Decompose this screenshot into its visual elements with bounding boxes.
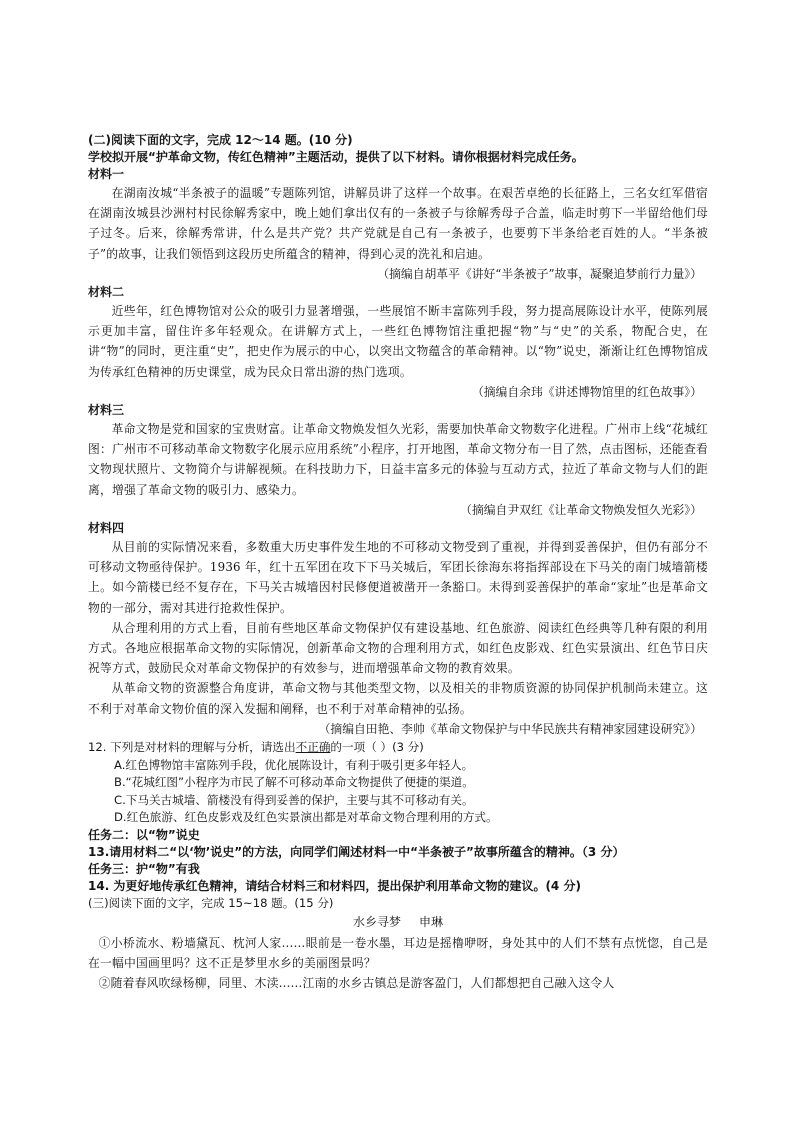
section-3-header: (三)阅读下面的文字，完成 15~18 题。(15 分) — [88, 895, 334, 910]
article-title-line — [88, 912, 708, 933]
material-4-paragraph-2: 从合理利用的方式上看，目前有些地区革命文物保护仅有建设基地、红色旅游、阅读红色经典等几种有限的利用方式。各地应根据革命文物的实际情况，创新革命文物的合理利用方式，如红色皮影戏、红色实景演出、红色节日庆祝等方式，鼓励民众对革命文物保护的有效参与，进而增强革命文物的教育效果。 — [88, 620, 708, 676]
article-paragraph-2: ②随着春风吹绿杨柳，同里、木渎……江南的水乡古镇总是游客盈门，人们都想把自己融入这令人 — [98, 976, 615, 991]
section-2-intro: 学校拟开展“护革命文物，传红色精神”主题活动，提供了以下材料。请你根据材料完成任务。 — [88, 150, 584, 164]
article-paragraph-1: ①小桥流水、粉墙黛瓦、枕河人家……眼前是一卷水墨，耳边是摇橹咿呀，身处其中的人们不禁有点恍惚，自己是在一幅中国画里吗？这不正是梦里水乡的美丽图景吗？ — [88, 936, 708, 971]
question-12-stem-pre: 12. 下列是对材料的理解与分析，请选出 — [88, 740, 296, 755]
article-author: 申琳 — [419, 915, 444, 930]
material-4-paragraph-3: 从革命文物的资源整合角度讲，革命文物与其他类型文物，以及相关的非物质资源的协同保护机制尚未建立。这不利于对革命文物价值的深入发掘和阐释，也不利于对革命精神的弘扬。 — [88, 681, 708, 716]
task-2-heading: 任务二：以“物”说史 — [88, 827, 200, 842]
material-1-text: 在湖南汝城“半条被子的温暖”专题陈列馆，讲解员讲了这样一个故事。在艰苦卓绝的长征路上，三名女红军借宿在湖南汝城县沙洲村村民徐解秀家中，晚上她们拿出仅有的一条被子与徐解秀母子合盖，临走时剪下一半留给他们母子过冬。后来，徐解秀常讲，什么是共产党？共产党就是自己有一条被子，也要剪下半条给老百姓的人。“半条被子”的故事，让我们领悟到这段历史所蕴含的精神，得到心灵的洗礼和启迪。 — [88, 186, 708, 261]
article-title: 水乡寻梦 — [352, 915, 401, 930]
question-12-option-d: D.红色旅游、红色皮影戏及红色实景演出都是对革命文物合理利用的方式。 — [114, 810, 498, 825]
material-2-text: 近些年，红色博物馆对公众的吸引力显著增强，一些展馆不断丰富陈列手段，努力提高展陈设计水平，使陈列展示更加丰富，留住许多年轻观众。在讲解方式上，一些红色博物馆注重把握“物”与“史”的关系，物配合史，在讲“物”的同时，更注重“史”，把史作为展示的中心，以突出文物蕴含的革命精神。以“物”说史，渐渐让红色博物馆成为传承红色精神的历史课堂，成为民众日常出游的热门选项。 — [88, 304, 708, 379]
task-3-heading: 任务三：护“物”有我 — [88, 861, 200, 876]
document-page — [88, 132, 708, 994]
question-12-stem-post: 的一项（ ）(3 分) — [330, 740, 424, 755]
question-12-option-b: B.“花城红图”小程序为市民了解不可移动革命文物提供了便捷的渠道。 — [114, 775, 474, 790]
section-2-header: (二)阅读下面的文字，完成 12～14 题。(10 分) — [88, 133, 353, 147]
material-2-label: 材料二 — [88, 285, 125, 300]
question-12-option-c: C.下马关古城墙、箭楼没有得到妥善的保护，主要与其不可移动有关。 — [114, 792, 474, 807]
question-12-stem — [88, 739, 708, 757]
material-4-source: （摘编自田艳、李帅《革命文物保护与中华民族共有精神家园建设研究》） — [318, 721, 702, 736]
material-4-paragraph-1: 从目前的实际情况来看，多数重大历史事件发生地的不可移动文物受到了重视，并得到妥善保护，但仍有部分不可移动文物亟待保护。1936 年，红十五军团在攻下下马关城后，军团长徐海东将指挥部设在下马关的南门城墙箭楼上。如今箭楼已经不复存在，下马关古城墙因村民修便道被凿开一条豁口。未得到妥善保护的革命“家址”也是革命文物的一部分，需对其进行抢救性保护。 — [88, 540, 708, 615]
material-1-source: （摘编自胡革平《讲好“半条被子”故事，凝聚追梦前行力量》） — [377, 266, 702, 281]
question-12-emphasis: 不正确 — [295, 740, 331, 755]
question-14: 14. 为更好地传承红色精神，请结合材料三和材料四，提出保护利用革命文物的建议。(4 分) — [88, 878, 581, 893]
question-12-option-a: A.红色博物馆丰富陈列手段，优化展陈设计，有利于吸引更多年轻人。 — [114, 757, 474, 772]
material-3-text: 革命文物是党和国家的宝贵财富。让革命文物焕发恒久光彩，需要加快革命文物数字化进程。广州市上线“花城红图：广州市不可移动革命文物数字化展示应用系统”小程序，打开地图，革命文物分布一目了然，点击图标，还能查看文物现状照片、文物简介与讲解视频。在科技助力下，日益丰富多元的体验与互动方式，拉近了革命文物与人们的距离，增强了革命文物的吸引力、感染力。 — [88, 422, 708, 497]
material-2-source: （摘编自余玮《讲述博物馆里的红色故事》） — [471, 384, 702, 399]
question-13: 13.请用材料二“以‘物’说史”的方法，向同学们阐述材料一中“半条被子”故事所蕴含的精神。（3 分） — [88, 844, 625, 859]
material-3-source: （摘编自尹双红《让革命文物焕发恒久光彩》） — [460, 502, 702, 517]
material-4-label: 材料四 — [88, 521, 125, 536]
material-3-label: 材料三 — [88, 403, 125, 418]
material-1-label: 材料一 — [88, 167, 125, 181]
